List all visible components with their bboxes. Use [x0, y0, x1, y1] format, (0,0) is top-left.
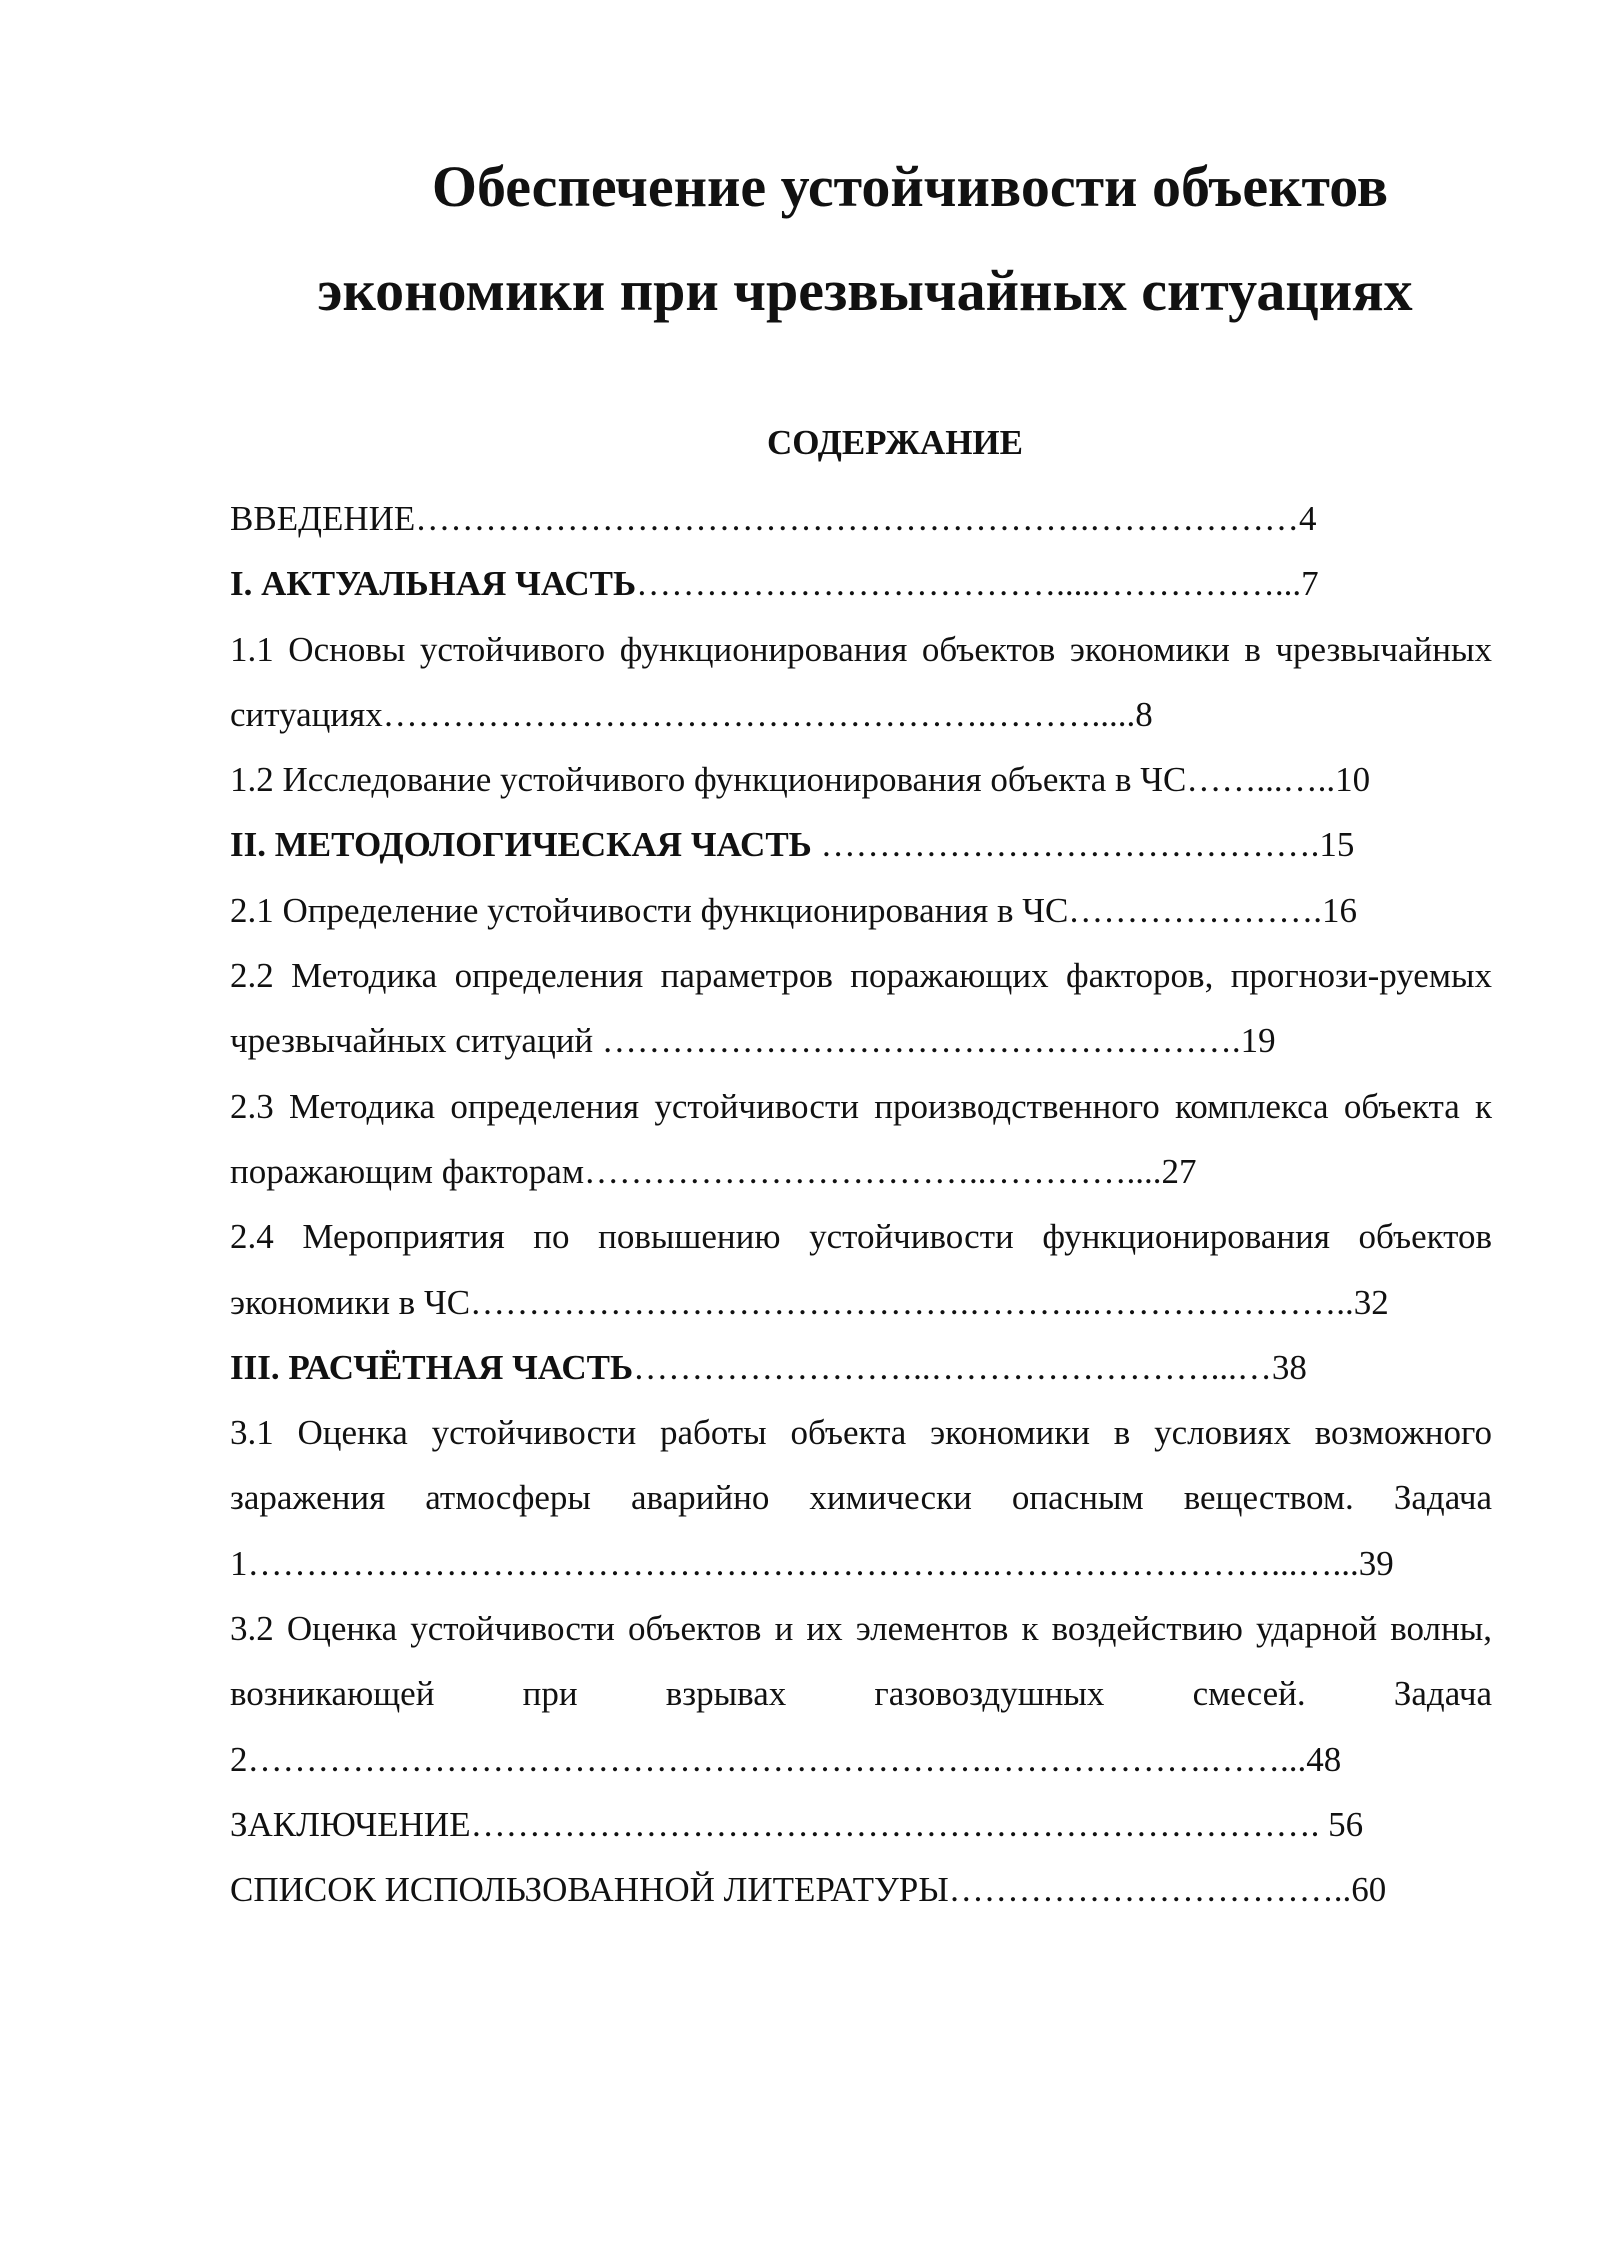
toc-entry-text: 1.1 Основы устойчивого функционирования объектов экономики в чрезвычайных ситуациях…………………………………………….……….....8	[230, 629, 1492, 734]
toc-entry-2-4[interactable]	[230, 1204, 1492, 1335]
toc-entry-introduction[interactable]	[230, 486, 1492, 551]
toc-entry-text: 1.2 Исследование устойчивого функционирования объекта в ЧС……...…..10	[230, 760, 1371, 800]
toc-entry-text: 2.2 Методика определения параметров поражающих факторов, прогнози-руемых чрезвычайных ситуаций ……………………………………………….19	[230, 956, 1492, 1061]
document-title-line-2: экономики при чрезвычайных ситуациях	[317, 258, 1413, 323]
toc-entry-3-1[interactable]	[230, 1400, 1492, 1596]
toc-entry-part-3[interactable]	[230, 1335, 1492, 1400]
toc-entry-text: 2.4 Мероприятия по повышению устойчивости функционирования объектов экономики в ЧС…………………………………….………..…………………..32	[230, 1217, 1492, 1322]
toc-entry-text: ЗАКЛЮЧЕНИЕ………………………………………………………………. 56	[230, 1804, 1364, 1844]
toc-entry-text: III. РАСЧЁТНАЯ ЧАСТЬ	[230, 1347, 634, 1387]
toc-entry-3-2[interactable]	[230, 1596, 1492, 1792]
toc-entry-text: I. АКТУАЛЬНАЯ ЧАСТЬ	[230, 564, 637, 604]
toc-entry-1-2[interactable]	[230, 747, 1492, 812]
toc-entry-text: 3.1 Оценка устойчивости работы объекта экономики в условиях возможного заражения атмосферы аварийно химически опасным веществом. Задача 1……………………………………………………….……………………...…...39	[230, 1413, 1492, 1583]
toc-entry-text: ВВЕДЕНИЕ………………………………………………….………………4	[230, 499, 1317, 538]
toc-entry-2-1[interactable]	[230, 878, 1492, 943]
table-of-contents	[230, 486, 1492, 1923]
toc-entry-conclusion[interactable]	[230, 1792, 1492, 1857]
toc-heading: СОДЕРЖАНИЕ	[766, 423, 1023, 462]
toc-entry-2-3[interactable]	[230, 1074, 1492, 1205]
toc-entry-text: 2.3 Методика определения устойчивости производственного комплекса объекта к поражающим факторам……………………………..…………....27	[230, 1086, 1492, 1191]
toc-entry-1-1[interactable]	[230, 617, 1492, 748]
toc-entry-2-2[interactable]	[230, 943, 1492, 1074]
document-title-line-1: Обеспечение устойчивости объектов	[431, 154, 1389, 219]
toc-entry-part-2[interactable]	[230, 812, 1492, 877]
toc-entry-references[interactable]	[230, 1857, 1492, 1922]
toc-entry-leader: ……………………………….....……………...7	[636, 564, 1319, 604]
toc-entry-text: II. МЕТОДОЛОГИЧЕСКАЯ ЧАСТЬ	[230, 825, 812, 865]
toc-entry-leader: ……………………..……………………...…38	[633, 1347, 1307, 1387]
toc-entry-part-1[interactable]	[230, 551, 1492, 616]
toc-entry-text: 3.2 Оценка устойчивости объектов и их элементов к воздействию ударной волны, возникающей при взрывах газовоздушных смесей. Задача 2……………………………………………………….……………….……...48	[230, 1609, 1492, 1779]
toc-entry-text: 2.1 Определение устойчивости функционирования в ЧС………………….16	[230, 890, 1358, 930]
toc-entry-leader: …………………………………….15	[811, 825, 1355, 865]
toc-entry-text: СПИСОК ИСПОЛЬЗОВАННОЙ ЛИТЕРАТУРЫ……………………………..60	[230, 1870, 1387, 1910]
